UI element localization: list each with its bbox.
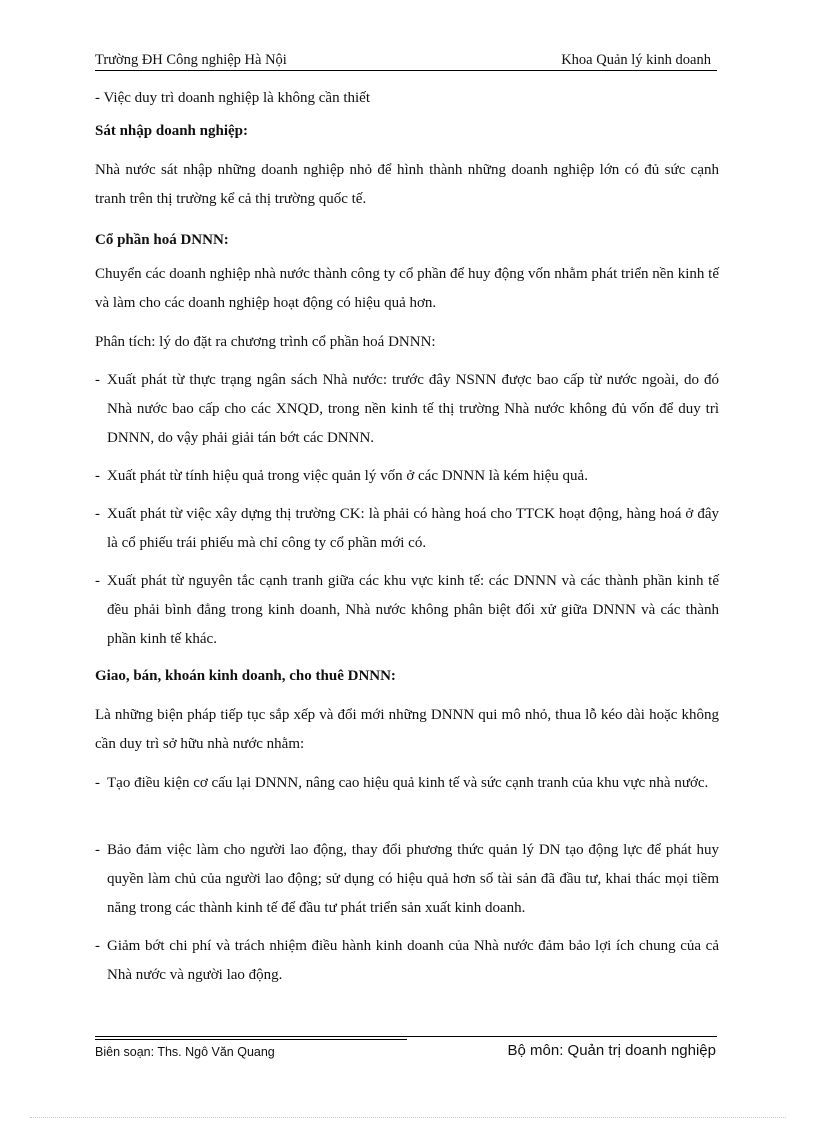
section-heading-equitization: Cổ phần hoá DNNN: <box>95 232 229 248</box>
list-item <box>95 932 719 990</box>
paragraph-merger: Nhà nước sát nhập những doanh nghiệp nhỏ để hình thành những doanh nghiệp lớn có đủ sức cạnh tranh trên thị trường kể cả thị trường quốc tế. <box>95 162 719 207</box>
bullet-dash: - <box>95 842 100 858</box>
list-item <box>95 366 719 453</box>
list-item-text: Bảo đảm việc làm cho người lao động, thay đổi phương thức quản lý DN tạo động lực để phát huy quyền làm chủ của người lao động; sử dụng có hiệu quả hơn số tài sản đã đầu tư, khai thác mọi tiềm năng trong các thành kinh tế để đầu tư phát triển sản xuất kinh doanh. <box>107 842 719 916</box>
bullet-dash: - <box>95 573 100 589</box>
header-school: Trường ĐH Công nghiệp Hà Nội <box>95 52 287 68</box>
bullet-dash: - <box>95 938 100 954</box>
list-item-text: Xuất phát từ tính hiệu quả trong việc quản lý vốn ở các DNNN là kém hiệu quả. <box>107 468 588 484</box>
list-item-text: Xuất phát từ nguyên tắc cạnh tranh giữa các khu vực kinh tế: các DNNN và các thành phần kinh tế đều phải bình đẳng trong kinh doanh, Nhà nước không phân biệt đối xử giữa DNNN và các thành phần kinh tế khác. <box>107 573 719 647</box>
footer-divider <box>95 1036 717 1037</box>
paragraph-analysis: Phân tích: lý do đặt ra chương trình cổ phần hoá DNNN: <box>95 334 436 350</box>
bullet-dash: - <box>95 468 100 484</box>
page-header <box>95 50 717 71</box>
footer-author: Biên soạn: Ths. Ngô Văn Quang <box>95 1045 275 1059</box>
list-item-text: Giảm bớt chi phí và trách nhiệm điều hành kinh doanh của Nhà nước đảm bảo lợi ích chung của cả Nhà nước và người lao động. <box>107 938 719 983</box>
list-item <box>95 500 719 558</box>
section-heading-merger: Sát nhập doanh nghiệp: <box>95 123 248 139</box>
list-item-text: Xuất phát từ thực trạng ngân sách Nhà nước: trước đây NSNN được bao cấp từ nước ngoài, do đó Nhà nước bao cấp cho các XNQD, trong nền kinh tế thị trường Nhà nước không đủ vốn để duy trì DNNN, do vậy phải giải tán bớt các DNNN. <box>107 372 719 446</box>
page-edge-dots <box>30 1117 786 1118</box>
list-item-text: Xuất phát từ việc xây dựng thị trường CK: là phải có hàng hoá cho TTCK hoạt động, hàng hoá ở đây là cổ phiếu trái phiếu mà chỉ công ty cổ phần mới có. <box>107 506 719 551</box>
list-item-text: Tạo điều kiện cơ cấu lại DNNN, nâng cao hiệu quả kinh tế và sức cạnh tranh của khu vực nhà nước. <box>107 775 709 791</box>
list-item <box>95 836 719 923</box>
section-heading-lease: Giao, bán, khoán kinh doanh, cho thuê DNNN: <box>95 668 396 684</box>
bullet-dash: - <box>95 506 100 522</box>
paragraph-lease: Là những biện pháp tiếp tục sắp xếp và đổi mới những DNNN qui mô nhỏ, thua lỗ kéo dài hoặc không cần duy trì sở hữu nhà nước nhằm: <box>95 707 719 752</box>
header-faculty: Khoa Quản lý kinh doanh <box>561 52 711 68</box>
list-item <box>95 769 719 798</box>
paragraph-equitization: Chuyển các doanh nghiệp nhà nước thành công ty cổ phần để huy động vốn nhằm phát triển nền kinh tế và làm cho các doanh nghiệp hoạt động có hiệu quả hơn. <box>95 266 719 311</box>
footer-department: Bộ môn: Quản trị doanh nghiệp <box>507 1042 716 1059</box>
list-item <box>95 567 719 654</box>
footer-divider-short <box>95 1039 407 1040</box>
body-line: - Việc duy trì doanh nghiệp là không cần thiết <box>95 90 371 106</box>
bullet-dash: - <box>95 775 100 791</box>
bullet-dash: - <box>95 372 100 388</box>
list-item <box>95 462 719 491</box>
